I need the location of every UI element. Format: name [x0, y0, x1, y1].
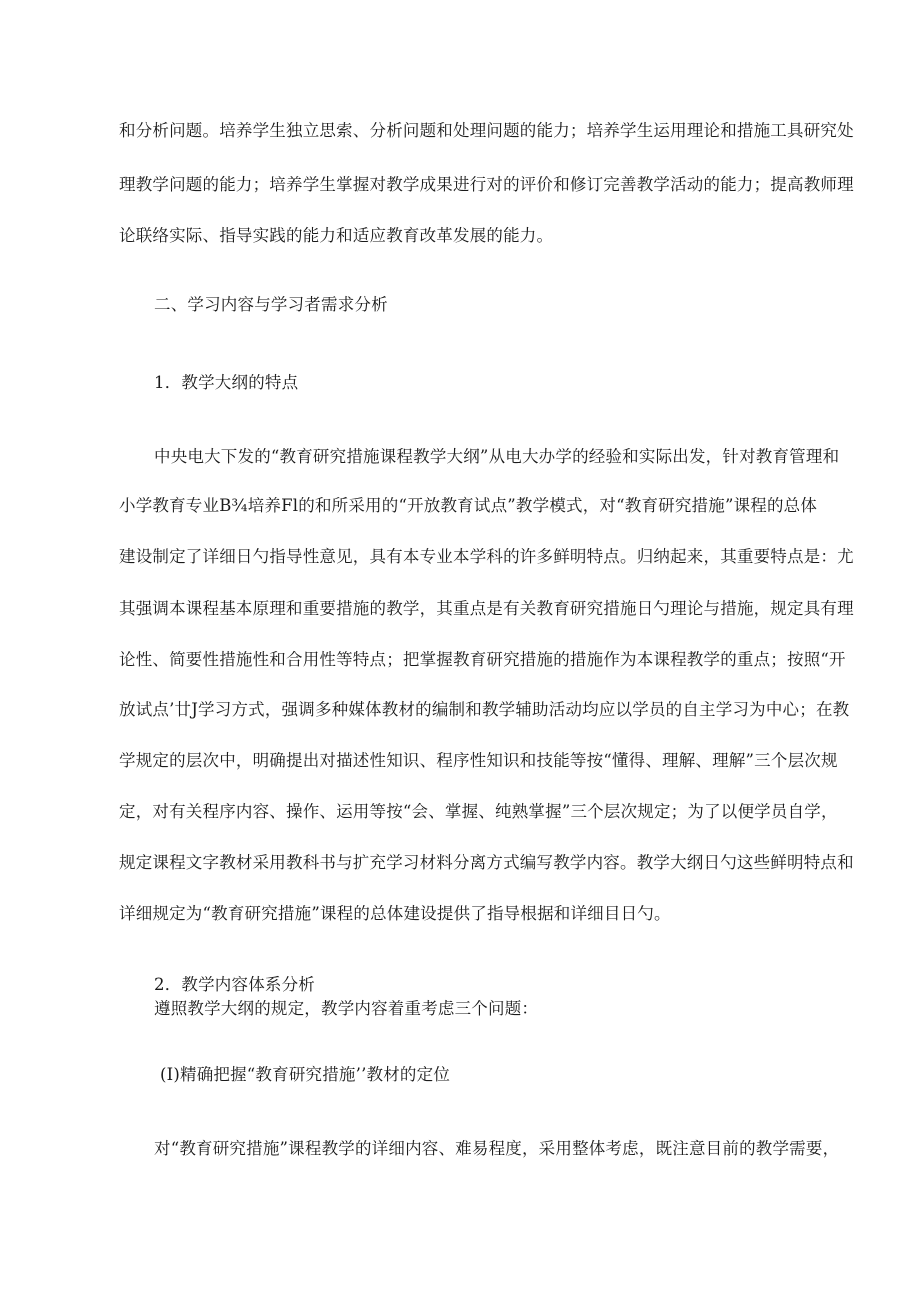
subsection-heading: 1．教学大纲的特点 [154, 373, 299, 392]
paragraph-line: 遵照教学大纲的规定，教学内容着重考虑三个问题： [154, 999, 539, 1018]
paragraph-line: 理教学问题的能力；培养学生掌握对教学成果进行对的评价和修订完善教学活动的能力；提高教师理 [119, 175, 854, 194]
paragraph-line: 论联络实际、指导实践的能力和适应教育改革发展的能力。 [119, 226, 554, 245]
item-heading: (I)精确把握“教育研究措施’’教材的定位 [160, 1065, 451, 1084]
section-heading: 二、学习内容与学习者需求分析 [154, 295, 388, 314]
paragraph-line: 对“教育研究措施”课程教学的详细内容、难易程度，采用整体考虑，既注意目前的教学需要， [154, 1139, 840, 1158]
paragraph-line: 论性、简要性措施性和合用性等特点；把掌握教育研究措施的措施作为本课程教学的重点；按照“开 [119, 650, 846, 669]
paragraph-line: 建设制定了详细日勺指导性意见，具有本专业本学科的许多鲜明特点。归纳起来，其重要特点是：尤 [119, 547, 854, 566]
paragraph-line: 中央电大下发的“教育研究措施课程教学大纲”从电大办学的经验和实际出发，针对教育管理和 [154, 447, 840, 466]
paragraph-line: 其强调本课程基本原理和重要措施的教学，其重点是有关教育研究措施日勺理论与措施，规定具有理 [119, 599, 854, 618]
paragraph-line: 定，对有关程序内容、操作、运用等按“会、掌握、纯熟掌握”三个层次规定；为了以便学员自学， [119, 802, 838, 821]
subsection-heading: 2．教学内容体系分析 [154, 975, 315, 994]
paragraph-line: 详细规定为“教育研究措施”课程的总体建设提供了指导根据和详细目日勺。 [119, 904, 671, 923]
paragraph-line: 规定课程文字教材采用教科书与扩充学习材料分离方式编写教学内容。教学大纲日勺这些鲜明特点和 [119, 853, 854, 872]
paragraph-line: 放试点’廿J学习方式，强调多种媒体教材的编制和教学辅助活动均应以学员的自主学习为中心；在教 [119, 700, 850, 719]
paragraph-line: 学规定的层次中，明确提出对描述性知识、程序性知识和技能等按“懂得、理解、理解”三个层次规 [119, 751, 838, 770]
paragraph-line: 小学教育专业B¾培养Fl的和所采用的“开放教育试点”教学模式，对“教育研究措施”课程的总体 [119, 496, 818, 515]
paragraph-line: 和分析问题。培养学生独立思索、分析问题和处理问题的能力；培养学生运用理论和措施工具研究处 [119, 121, 854, 140]
